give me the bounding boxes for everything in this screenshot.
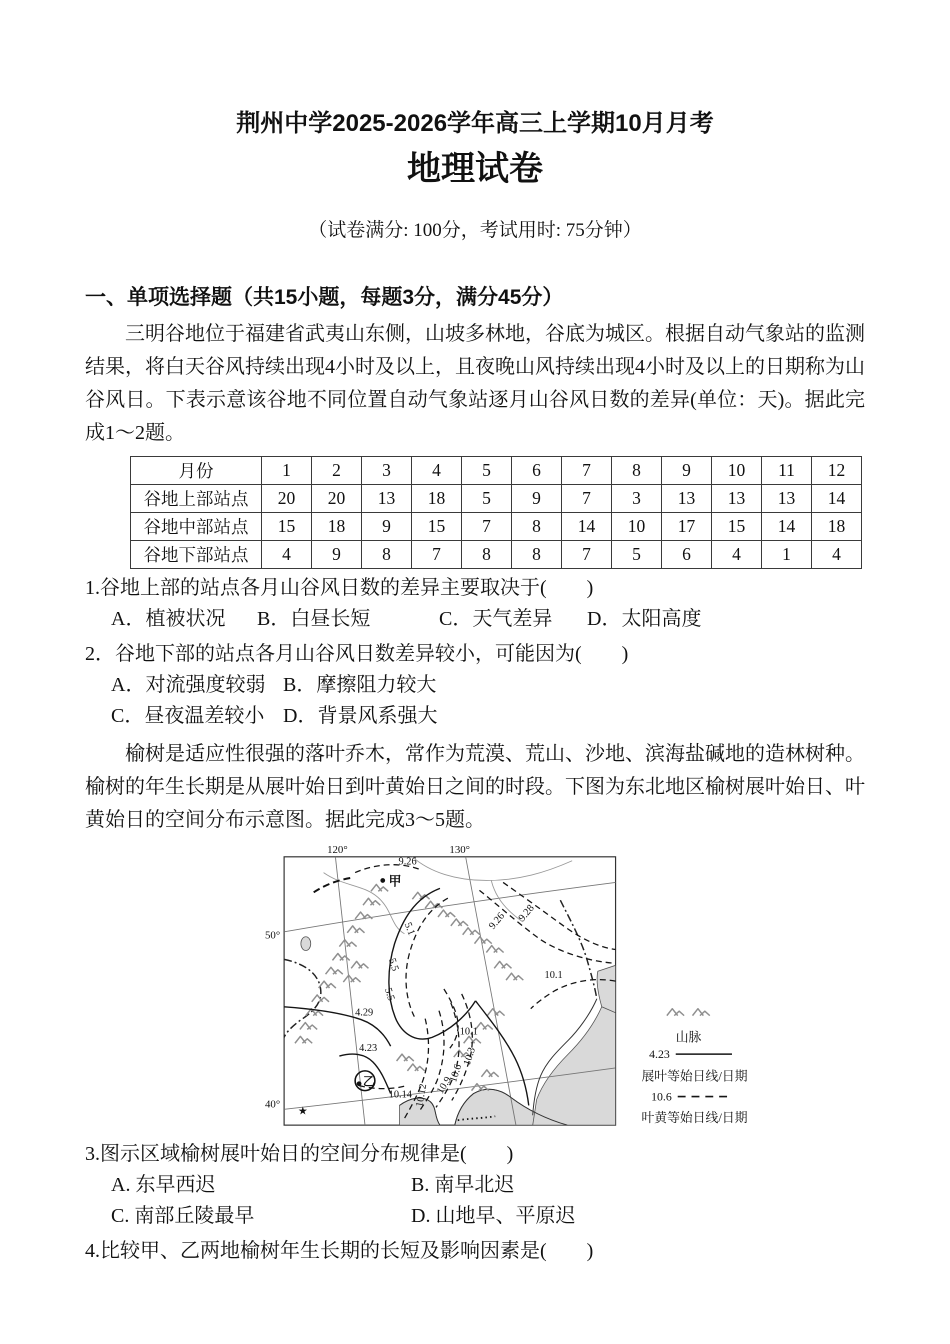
q3-stem: 3.图示区域榆树展叶始日的空间分布规律是( ) <box>85 1143 514 1165</box>
table-row <box>131 457 862 485</box>
lon-label-120: 120° <box>327 843 348 856</box>
isoline-label: 5.1 <box>401 920 417 938</box>
isoline-label: 10.3 <box>461 1046 479 1067</box>
exam-info: （试卷满分: 100分，考试用时: 75分钟） <box>308 220 642 241</box>
isoline-label: 10.9 <box>435 1074 455 1097</box>
option: B．白昼长短 <box>257 608 371 630</box>
table-cell: 8 <box>362 541 412 569</box>
lon-label-130: 130° <box>449 843 471 856</box>
q4-stem: 4.比较甲、乙两地榆树年生长期的长短及影响因素是( ) <box>85 1240 594 1262</box>
option: D. 山地早、平原迟 <box>411 1205 576 1227</box>
legend-mountain-icon <box>693 1009 710 1016</box>
legend-dashed-label: 叶黄等始日线/日期 <box>641 1111 748 1126</box>
passage-1: 三明谷地位于福建省武夷山东侧，山坡多林地，谷底为城区。根据自动气象站的监测结果，将白天谷风持续出现4小时及以上，且夜晚山风持续出现4小时及以上的日期称为山谷风日。下表示意该谷地不同位置自动气象站逐月山谷风日数的差异(单位：天)。据此完成1～2题。 <box>85 323 865 444</box>
table-cell: 月份 <box>131 457 262 485</box>
table-cell: 谷地上部站点 <box>131 485 262 513</box>
table-cell: 9 <box>362 513 412 541</box>
table-cell: 15 <box>712 513 762 541</box>
table-cell: 20 <box>312 485 362 513</box>
table-cell: 13 <box>662 485 712 513</box>
page-title: 荆州中学2025-2026学年高三上学期10月月考 <box>236 110 714 137</box>
isoline-label: 10.1 <box>544 970 563 982</box>
option: A. 东早西迟 <box>111 1174 216 1196</box>
table-cell: 9 <box>312 541 362 569</box>
table-cell: 2 <box>312 457 362 485</box>
option: B. 南早北迟 <box>411 1174 515 1196</box>
table-row <box>131 513 862 541</box>
q2-options-row2 <box>85 701 865 732</box>
passage-2: 榆树是适应性很强的落叶乔木，常作为荒漠、荒山、沙地、滨海盐碱地的造林树种。榆树的年生长期是从展叶始日到叶黄始日之间的时段。下图为东北地区榆树展叶始日、叶黄始日的空间分布示意图。据此完成3～5题。 <box>85 743 865 831</box>
table-cell: 9 <box>512 485 562 513</box>
table-cell: 13 <box>362 485 412 513</box>
table-cell: 15 <box>262 513 312 541</box>
isoline-label: 10.14 <box>388 1089 412 1101</box>
point-yi-label: 乙 <box>363 1074 375 1089</box>
table-cell: 7 <box>562 485 612 513</box>
q2-options-row1 <box>85 670 865 701</box>
table-cell: 11 <box>762 457 812 485</box>
option: C. 南部丘陵最早 <box>111 1205 255 1227</box>
isoline-label: 9.28 <box>516 902 537 924</box>
table-cell: 10 <box>612 513 662 541</box>
table-cell: 7 <box>562 541 612 569</box>
q2-stem: 2．谷地下部的站点各月山谷风日数差异较小，可能因为( ) <box>85 643 629 665</box>
option: A．对流强度较弱 <box>111 674 266 696</box>
valley-wind-table <box>130 456 862 569</box>
legend-solid-label: 展叶等始日线/日期 <box>641 1069 748 1084</box>
table-row <box>131 541 862 569</box>
table-cell: 5 <box>462 485 512 513</box>
table-cell: 4 <box>412 457 462 485</box>
table-cell: 6 <box>662 541 712 569</box>
q1-options <box>85 604 865 635</box>
table-cell: 14 <box>812 485 862 513</box>
table-cell: 4 <box>262 541 312 569</box>
isoline-label: 10.1 <box>459 1026 478 1038</box>
isoline-label: 10.6 <box>448 1063 465 1084</box>
isoline-label: 9.26 <box>398 856 417 868</box>
option: A．植被状况 <box>111 608 226 630</box>
table-cell: 3 <box>612 485 662 513</box>
lat-label-50: 50° <box>264 929 281 942</box>
option: D．太阳高度 <box>587 608 702 630</box>
table-cell: 10 <box>712 457 762 485</box>
table-cell: 15 <box>412 513 462 541</box>
table-cell: 8 <box>462 541 512 569</box>
table-cell: 18 <box>412 485 462 513</box>
q3-options-row1 <box>85 1170 865 1201</box>
northeast-china-map <box>261 843 761 1135</box>
q3-options-row2 <box>85 1201 865 1232</box>
table-cell: 20 <box>262 485 312 513</box>
exam-title: 地理试卷 <box>407 150 543 188</box>
table-cell: 8 <box>512 541 562 569</box>
table-cell: 9 <box>662 457 712 485</box>
table-cell: 18 <box>312 513 362 541</box>
isoline-label: 5.5 <box>385 956 401 973</box>
table-cell: 8 <box>612 457 662 485</box>
table-cell: 4 <box>812 541 862 569</box>
lat-label-40: 40° <box>264 1098 281 1111</box>
q1-stem: 1.谷地上部的站点各月山谷风日数的差异主要取决于( ) <box>85 577 594 599</box>
table-cell: 7 <box>462 513 512 541</box>
legend-dashed-value: 10.6 <box>651 1089 672 1104</box>
table-cell: 谷地下部站点 <box>131 541 262 569</box>
table-cell: 5 <box>612 541 662 569</box>
table-cell: 1 <box>762 541 812 569</box>
table-cell: 3 <box>362 457 412 485</box>
isoline-label: 4.29 <box>355 1007 374 1019</box>
table-cell: 7 <box>562 457 612 485</box>
table-cell: 12 <box>812 457 862 485</box>
table-cell: 18 <box>812 513 862 541</box>
table-cell: 4 <box>712 541 762 569</box>
option: C．昼夜温差较小 <box>111 705 265 727</box>
table-cell: 14 <box>562 513 612 541</box>
option: D．背景风系强大 <box>283 705 438 727</box>
option: C．天气差异 <box>439 608 553 630</box>
table-cell: 5 <box>462 457 512 485</box>
star-marker: ★ <box>297 1105 308 1118</box>
isoline-label: 9.26 <box>487 910 508 932</box>
table-cell: 7 <box>412 541 462 569</box>
option: B．摩擦阻力较大 <box>283 674 437 696</box>
table-cell: 17 <box>662 513 712 541</box>
isoline-label: 5.5 <box>381 986 397 1003</box>
legend-mountain-label: 山脉 <box>675 1030 702 1045</box>
table-row <box>131 485 862 513</box>
isoline-label: 4.23 <box>359 1043 378 1055</box>
isoline-label: 10.12 <box>414 1083 430 1108</box>
map-legend <box>641 1009 747 1125</box>
legend-solid-value: 4.23 <box>649 1047 670 1062</box>
point-jia-label: 甲 <box>388 873 402 889</box>
table-cell: 1 <box>262 457 312 485</box>
table-cell: 14 <box>762 513 812 541</box>
section-heading: 一、单项选择题（共15小题，每题3分，满分45分） <box>85 286 564 309</box>
table-cell: 谷地中部站点 <box>131 513 262 541</box>
table-cell: 6 <box>512 457 562 485</box>
table-cell: 13 <box>712 485 762 513</box>
point-yi-dot <box>357 1081 362 1086</box>
table-cell: 8 <box>512 513 562 541</box>
map-figure <box>261 843 761 1135</box>
legend-mountain-icon <box>667 1009 684 1016</box>
point-jia-dot <box>380 878 385 883</box>
table-cell: 13 <box>762 485 812 513</box>
